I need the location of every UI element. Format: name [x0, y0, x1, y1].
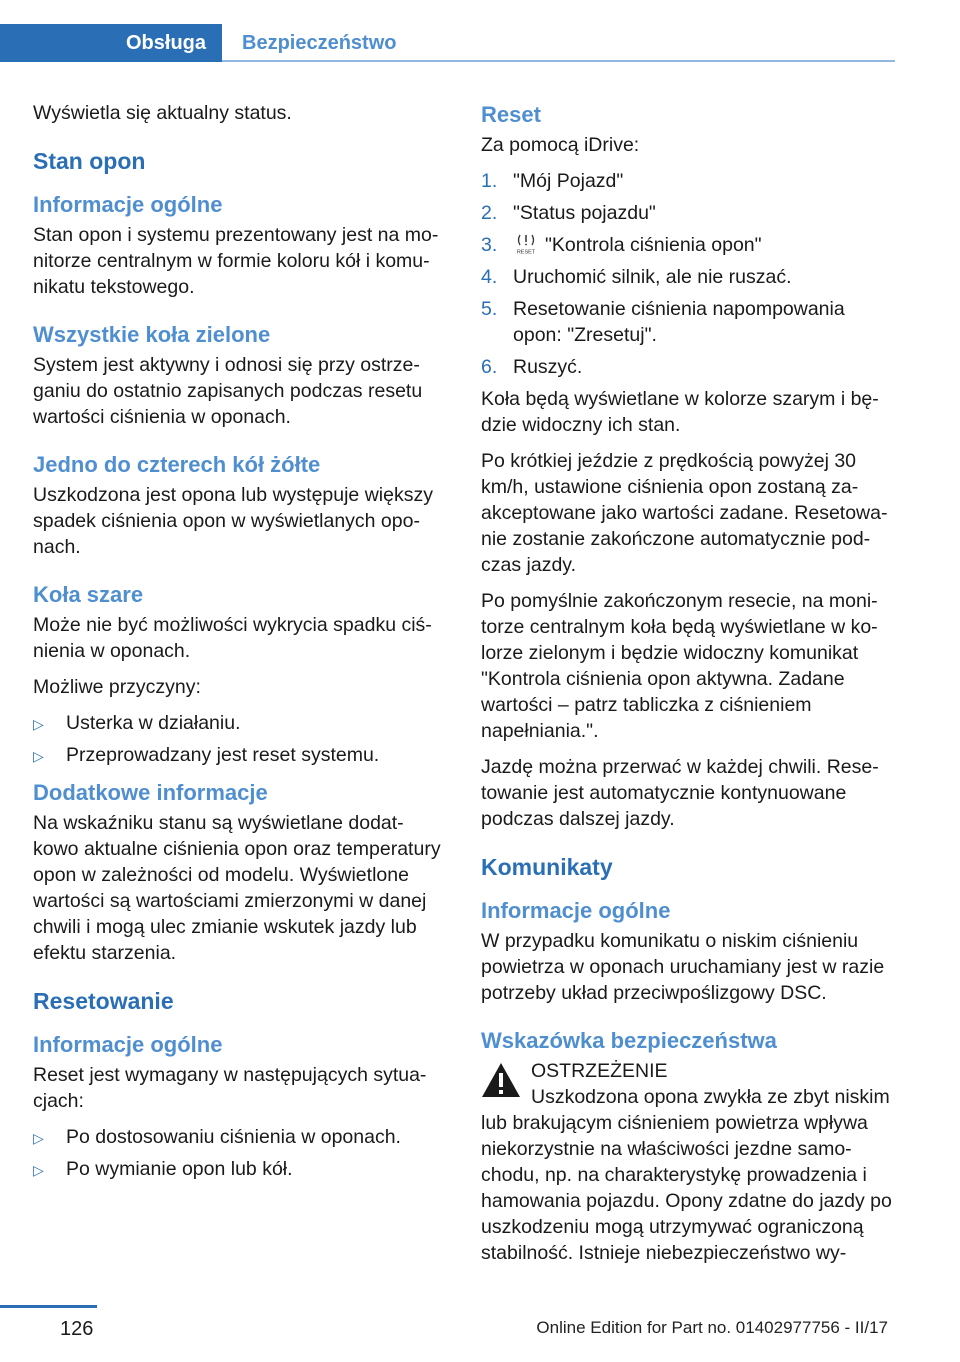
- causes-label: Możliwe przyczyny:: [33, 676, 201, 698]
- svg-text:RESET: RESET: [516, 249, 536, 255]
- extra-text: Na wskaźniku stanu są wyświetlane dodat- kowo aktualne ciśnienia opon oraz temperatury opon w zależności od modelu. Wyświetlone wartości są wartościami zmierzonymi w danej chwili i mogą ulec zmianie wskutek jazdy lub efektu starzenia.: [33, 812, 441, 964]
- heading-green-wheels: Wszystkie koła zielone: [33, 322, 271, 347]
- warning-triangle-icon: [481, 1062, 521, 1098]
- reset-steps: [481, 168, 896, 380]
- warning-label: OSTRZEŻENIE: [531, 1060, 668, 1082]
- heading-komunikaty: Komunikaty: [481, 854, 613, 880]
- list-item: ▷ Przeprowadzany jest reset systemu.: [33, 742, 448, 768]
- warning-block: [481, 1058, 896, 1266]
- step-item: 4. Uruchomić silnik, ale nie ruszać.: [481, 266, 792, 288]
- tire-pressure-reset-icon: [513, 233, 539, 255]
- heading-safety-note: Wskazówka bezpieczeństwa: [481, 1028, 777, 1053]
- green-text: System jest aktywny i odnosi się przy ostrze- ganiu do ostatnio zapisanych podczas resetu wartości ciśnienia w oponach.: [33, 354, 423, 428]
- heading-yellow-wheels: Jedno do czterech kół żółte: [33, 452, 321, 477]
- heading-grey-wheels: Koła szare: [33, 582, 144, 607]
- step-item: 2. "Status pojazdu": [481, 202, 656, 224]
- list-item: ▷ Usterka w działaniu.: [33, 710, 448, 736]
- left-column: [33, 100, 448, 1192]
- yellow-text: Uszkodzona jest opona lub występuje większy spadek ciśnienia opon w wyświetlanych opo- nach.: [33, 484, 433, 558]
- grey-text: Może nie być możliwości wykrycia spadku ciś- nienia w oponach.: [33, 614, 432, 662]
- heading-reset: Reset: [481, 102, 541, 127]
- heading-info-general: Informacje ogólne: [33, 192, 223, 217]
- tab-bezpieczenstwo[interactable]: Bezpieczeństwo: [242, 31, 397, 54]
- triangle-bullet-icon: ▷: [33, 1162, 44, 1178]
- step-item: 5. Resetowanie ciśnienia napompowania opon: "Zresetuj".: [481, 298, 845, 346]
- footer-rule: [0, 1305, 97, 1308]
- section-tabs: [0, 24, 895, 62]
- heading-stan-opon: Stan opon: [33, 148, 146, 174]
- heading-resetowanie: Resetowanie: [33, 988, 174, 1014]
- step-item: 3. RESET "Kontrola ciśnienia opon": [481, 234, 762, 256]
- tab-underline: [222, 60, 895, 62]
- paragraph-wheels-grey: Koła będą wyświetlane w kolorze szarym i bę- dzie widoczny ich stan.: [481, 388, 879, 436]
- triangle-bullet-icon: ▷: [33, 1130, 44, 1146]
- heading-kom-info: Informacje ogólne: [481, 898, 671, 923]
- heading-extra-info: Dodatkowe informacje: [33, 780, 268, 805]
- warning-text: Uszkodzona opona zwykła ze zbyt niskim lub brakującym ciśnieniem powietrza wpływa niekorzystnie na właściwości jezdne samo- chodu, np. na charakterystykę prowadzenia i hamowania pojazdu. Opony zdatne do jazdy po uszkodzeniu mogą utrzymywać ograniczoną stabilność. Istnieje niebezpieczeństwo wy-: [481, 1086, 892, 1264]
- edition-text: Online Edition for Part no. 01402977756 - II/17: [536, 1318, 888, 1337]
- reset-info-text: Reset jest wymagany w następujących sytua- cjach:: [33, 1064, 427, 1112]
- triangle-bullet-icon: ▷: [33, 748, 44, 764]
- paragraph-reset-success: Po pomyślnie zakończonym resecie, na moni- torze centralnym koła będą wyświetlane w ko- lorze zielonym i będzie widoczny komunikat "Kontrola ciśnienia opon aktywna. Zadane wartości – patrz tabliczka z ciśnieniem napełniania.".: [481, 590, 878, 742]
- tab-obsluga[interactable]: Obsługa: [0, 24, 222, 62]
- page-number: 126: [60, 1318, 94, 1340]
- info-text: Stan opon i systemu prezentowany jest na mo- nitorze centralnym w formie koloru kół i komu- nikatu tekstowego.: [33, 224, 439, 298]
- list-item: ▷ Po wymianie opon lub kół.: [33, 1156, 448, 1182]
- causes-list: [33, 710, 448, 768]
- paragraph-short-drive: Po krótkiej jeździe z prędkością powyżej 30 km/h, ustawione ciśnienia opon zostaną za- akceptowane jako wartości zadane. Resetowa- nie zostanie zakończone automatycznie pod- czas jazdy.: [481, 450, 888, 576]
- paragraph-interrupt: Jazdę można przerwać w każdej chwili. Rese- towanie jest automatycznie kontynuowane podczas dalszej jazdy.: [481, 756, 879, 830]
- intro-text: Wyświetla się aktualny status.: [33, 102, 292, 124]
- list-item: ▷ Po dostosowaniu ciśnienia w oponach.: [33, 1124, 448, 1150]
- step-item: 1. "Mój Pojazd": [481, 170, 624, 192]
- reset-cases-list: [33, 1124, 448, 1182]
- idrive-label: Za pomocą iDrive:: [481, 134, 640, 156]
- heading-reset-info: Informacje ogólne: [33, 1032, 223, 1057]
- kom-info-text: W przypadku komunikatu o niskim ciśnieniu powietrza w oponach uruchamiany jest w razie potrzeby układ przeciwpoślizgowy DSC.: [481, 930, 885, 1004]
- triangle-bullet-icon: ▷: [33, 716, 44, 732]
- right-column: [481, 100, 896, 1266]
- step-item: 6. Ruszyć.: [481, 356, 583, 378]
